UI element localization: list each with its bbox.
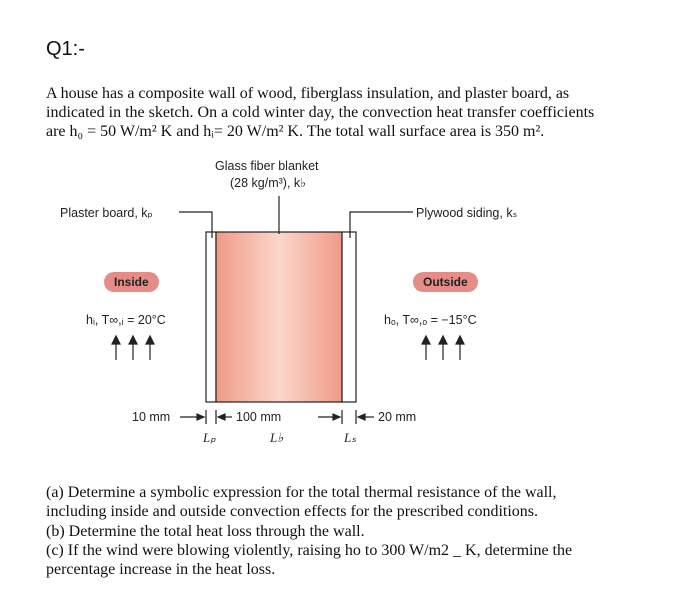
inside-badge: Inside [104, 272, 159, 292]
outside-badge: Outside [413, 272, 478, 292]
outside-conditions-label: hₒ, T∞,ₒ = −15°C [384, 313, 477, 327]
plaster-board-label: Plaster board, kₚ [60, 206, 153, 220]
lb-label: L♭ [270, 430, 284, 445]
plywood-layer [342, 232, 356, 402]
glass-fiber-label: Glass fiber blanket [215, 159, 319, 173]
plaster-board-layer [206, 232, 216, 402]
plywood-siding-label: Plywood siding, kₛ [416, 206, 518, 220]
intro-line-1: A house has a composite wall of wood, fiberglass insulation, and plaster board, as [46, 85, 570, 102]
part-b: (b) Determine the total heat loss through the wall. [46, 522, 365, 540]
question-parts [46, 483, 676, 579]
intro-line-3: are h₀ = 50 W/m² K and hᵢ= 20 W/m² K. The total wall surface area is 350 m². [46, 123, 545, 140]
part-a-line-1: (a) Determine a symbolic expression for the total thermal resistance of the wall, [46, 484, 557, 501]
question-label: Q1:- [46, 38, 85, 60]
outside-flow-arrows [422, 336, 464, 360]
part-c-line-2: percentage increase in the heat loss. [46, 561, 276, 579]
part-a-line-2: including inside and outside convection effects for the prescribed conditions. [46, 503, 539, 521]
glass-fiber-density-label: (28 kg/m³), k♭ [230, 176, 307, 190]
ls-label: Lₛ [344, 430, 357, 445]
dim-right-label: 20 mm [378, 410, 417, 424]
glass-fiber-layer [216, 232, 342, 402]
dim-mid-label: 100 mm [236, 410, 282, 424]
inside-conditions-label: hᵢ, T∞,ᵢ = 20°C [86, 313, 166, 327]
inside-flow-arrows [112, 336, 154, 360]
dim-left-label: 10 mm [132, 410, 171, 424]
lp-label: Lₚ [203, 430, 216, 445]
intro-line-2: indicated in the sketch. On a cold winter day, the convection heat transfer coefficients [46, 104, 595, 121]
part-c-line-1: (c) If the wind were blowing violently, raising ho to 300 W/m2 _ K, determine the [46, 541, 573, 559]
